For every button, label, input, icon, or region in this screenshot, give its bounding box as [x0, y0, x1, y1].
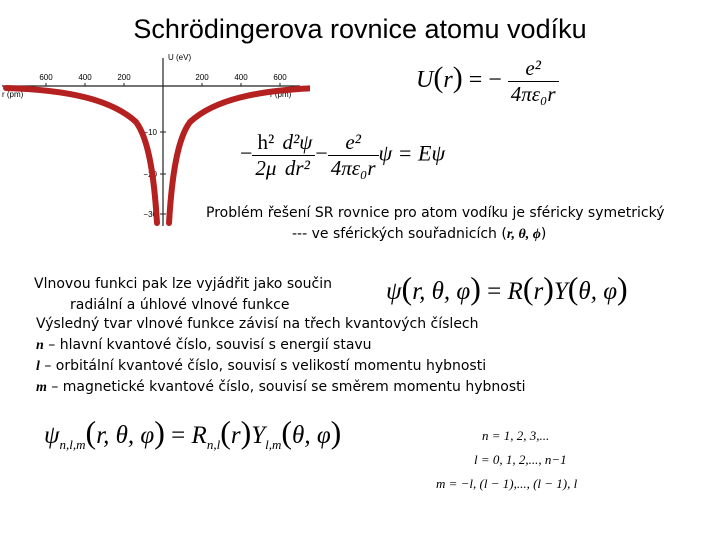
- graph-x-label-left: r (pm): [2, 90, 24, 99]
- wave-line-2: radiální a úhlové vlnové funkce: [70, 297, 290, 313]
- x-tick-label: 400: [78, 73, 92, 82]
- m-range: m = −l, (l − 1),..., (l − 1), l: [436, 476, 578, 491]
- quantum-numbers-text: [36, 314, 526, 398]
- x-tick-label: 200: [195, 73, 209, 82]
- schrodinger-equation: − $\frac{\text{h²}}{2\mu}$ $\frac{\text{d²ψ}}{\text{dr²}}$ − $\frac{\text{e²}}{\text{4πε₀r}}$ ψ = Eψ: [240, 130, 446, 180]
- wave-line-1: Vlnovou funkci pak lze vyjádřit jako součin: [34, 276, 333, 292]
- quantum-m: m – magnetické kvantové číslo, souvisí se směrem momentu hybnosti: [36, 379, 526, 395]
- y-tick-label: −20: [143, 170, 157, 179]
- x-tick-label: 200: [117, 73, 131, 82]
- l-range: l = 0, 1, 2,..., n−1: [474, 452, 567, 467]
- y-tick-label: −10: [143, 128, 157, 137]
- problem-line-1: Problém řešení SR rovnice pro atom vodíku je sféricky symetrický: [206, 205, 665, 221]
- graph-x-label-right: r (pm): [270, 90, 292, 99]
- quantum-n: n – hlavní kvantové číslo, souvisí s energií stavu: [36, 337, 372, 353]
- product-equation: ψ(r, θ, φ) = R(r)Y(θ, φ): [386, 270, 628, 306]
- quantum-l: l – orbitální kvantové číslo, souvisí s velikostí momentu hybnosti: [36, 358, 487, 374]
- graph-y-label: U (eV): [168, 53, 192, 62]
- problem-line-2: --- ve sférických souřadnicích (r, θ, ϕ): [292, 226, 547, 242]
- x-tick-label: 400: [234, 73, 248, 82]
- potential-curve-left: [6, 88, 157, 223]
- slide-title: Schrödingerova rovnice atomu vodíku: [133, 14, 587, 44]
- problem-statement: [206, 203, 706, 245]
- n-range: n = 1, 2, 3,...: [482, 428, 550, 443]
- wave-product-text: [34, 274, 332, 316]
- y-tick-label: −30: [143, 210, 157, 219]
- x-tick-label: 600: [273, 73, 287, 82]
- quantum-ranges: [436, 424, 577, 496]
- full-wave-equation: $\psi_{n,l,m}(r$, θ, $\varphi) = R_{n,l}(r)Y_{l,m}(\theta$, φ): [44, 414, 342, 452]
- quantum-intro: Výsledný tvar vlnové funkce závisí na třech kvantových číslech: [36, 316, 479, 332]
- potential-equation: U(r) = − $\frac{\text{e²}}{\text{4πε₀r}}$: [416, 56, 559, 107]
- x-tick-label: 600: [39, 73, 53, 82]
